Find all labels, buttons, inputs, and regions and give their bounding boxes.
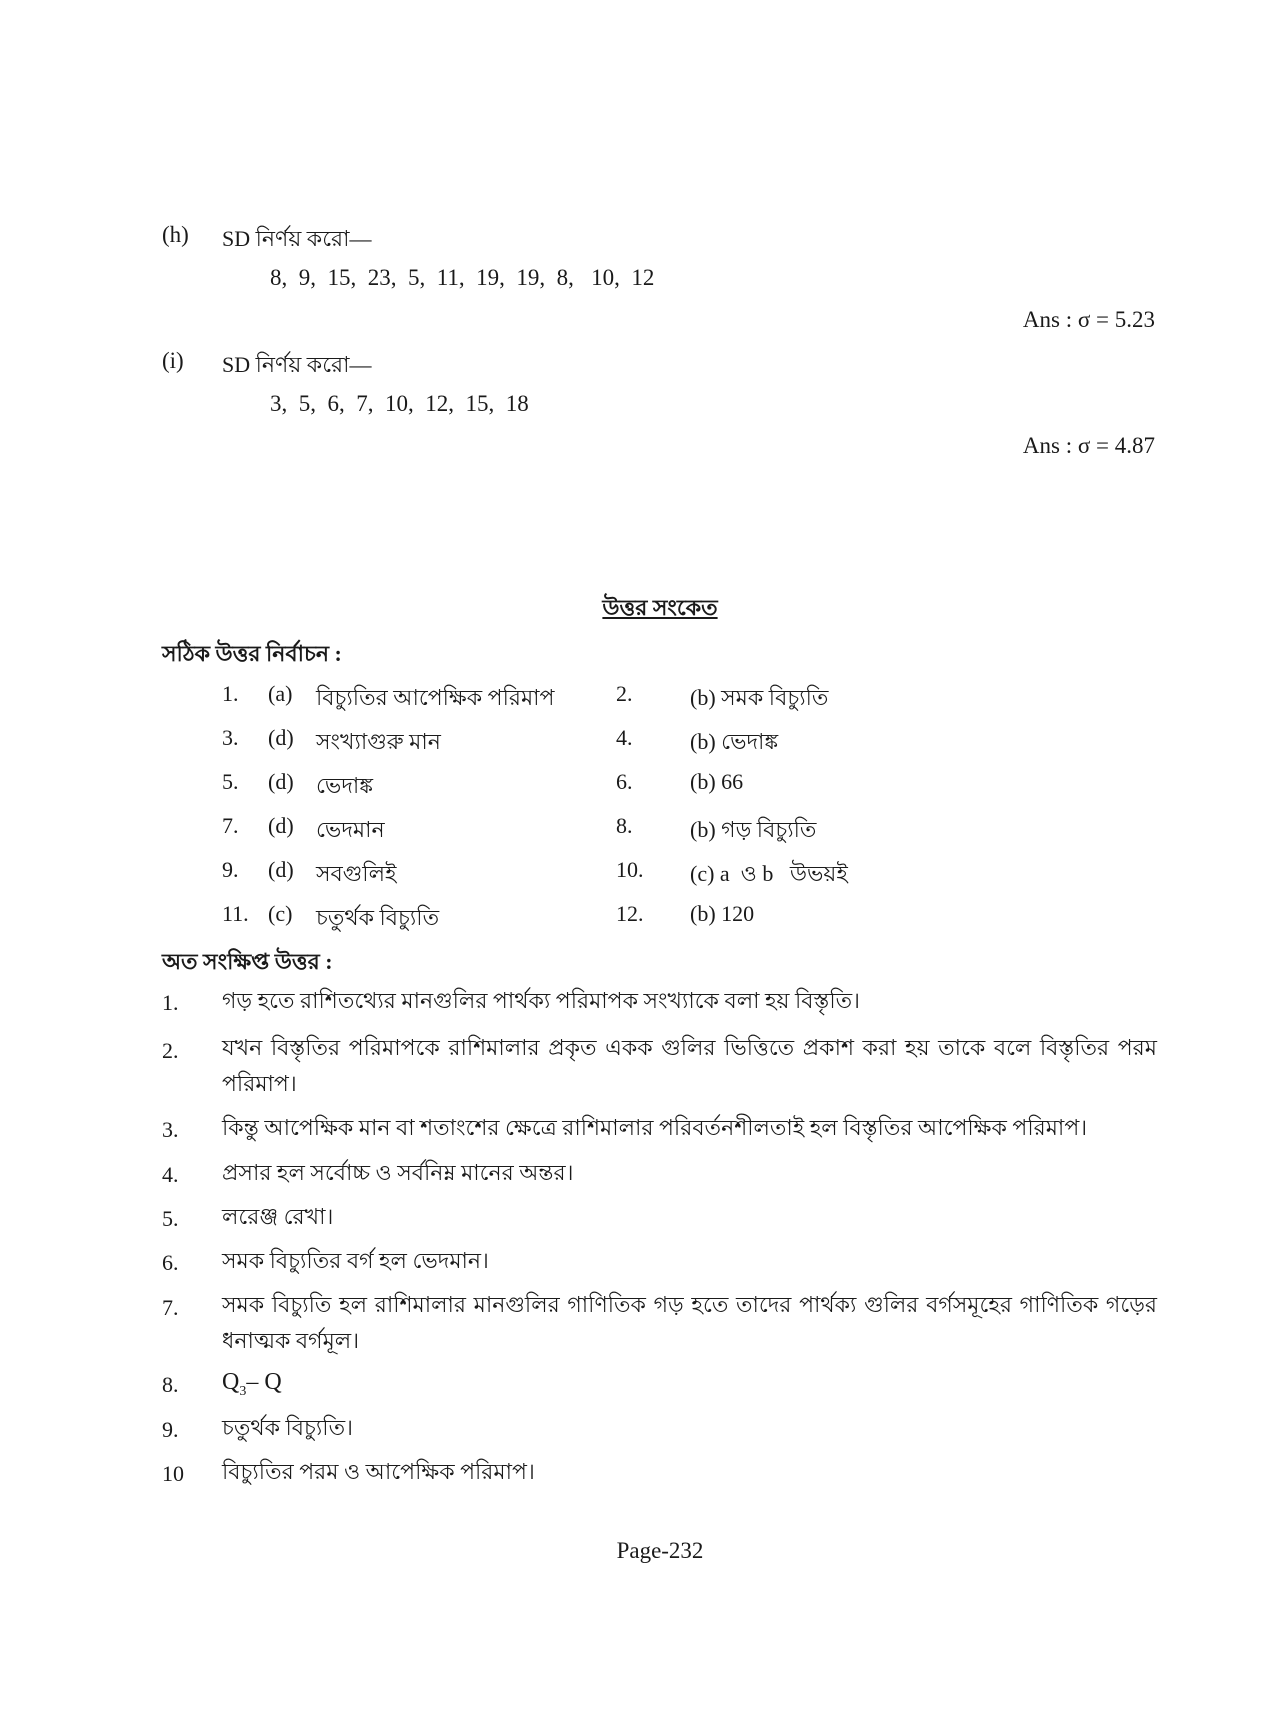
short-answer-num: 6. (162, 1250, 179, 1275)
mcq-num: 1. (222, 681, 239, 706)
section-title: উত্তর সংকেত (602, 595, 718, 620)
mcq-num: 5. (222, 769, 239, 794)
short-answer-num: 2. (162, 1038, 179, 1063)
short-answer-num: 1. (162, 990, 179, 1015)
short-answer-num: 9. (162, 1417, 179, 1442)
q-symbol: Q (222, 1369, 240, 1395)
problem-i-prompt: SD নির্ণয় করো— (222, 352, 372, 377)
mcq-answer: (b) গড় বিচ্যুতি (690, 817, 817, 842)
q-subscript: 3 (239, 1383, 247, 1399)
mcq-answer: (b) ভেদাঙ্ক (690, 729, 779, 754)
short-answer-text: বিচ্যুতির পরম ও আপেক্ষিক পরিমাপ। (222, 1459, 535, 1484)
short-answer-num: 8. (162, 1372, 179, 1397)
problem-h-prompt: SD নির্ণয় করো— (222, 226, 372, 251)
mcq-num: 2. (616, 681, 633, 706)
mcq-answer: ভেদাঙ্ক (316, 773, 374, 798)
mcq-answer: (b) 120 (690, 901, 755, 926)
mcq-num: 12. (616, 901, 644, 926)
short-answer-num: 4. (162, 1162, 179, 1187)
mcq-option: (a) (268, 681, 293, 706)
mcq-option: (d) (268, 813, 294, 838)
mcq-num: 10. (616, 857, 644, 882)
short-answer-text: কিন্তু আপেক্ষিক মান বা শতাংশের ক্ষেত্রে রাশিমালার পরিবর্তনশীলতাই হল বিস্তৃতির আপেক্ষিক পরিমাপ। (222, 1115, 1088, 1140)
problem-i-label: (i) (162, 348, 184, 373)
mcq-option: (d) (268, 857, 294, 882)
mcq-heading: সঠিক উত্তর নির্বাচন : (162, 641, 342, 666)
mcq-answer: সংখ্যাগুরু মান (316, 729, 441, 754)
short-answer-num: 5. (162, 1206, 179, 1231)
mcq-answer: সবগুলিই (316, 861, 397, 886)
mcq-answer: ভেদমান (316, 817, 385, 842)
page-number: Page-232 (616, 1538, 704, 1563)
short-answer-text: চতুর্থক বিচ্যুতি। (222, 1415, 353, 1440)
problem-h-answer: Ans : σ = 5.23 (1022, 307, 1155, 332)
short-answer-num: 10 (162, 1461, 184, 1486)
mcq-option: (d) (268, 725, 294, 750)
mcq-option: (d) (268, 769, 294, 794)
mcq-num: 8. (616, 813, 633, 838)
problem-h-label: (h) (162, 222, 189, 247)
mcq-num: 4. (616, 725, 633, 750)
mcq-answer: চতুর্থক বিচ্যুতি (316, 905, 440, 930)
mcq-num: 7. (222, 813, 239, 838)
short-answer-num: 3. (162, 1117, 179, 1142)
short-answer-heading: অত সংক্ষিপ্ত উত্তর : (162, 949, 333, 974)
mcq-answer: বিচ্যুতির আপেক্ষিক পরিমাপ (316, 685, 555, 710)
quartile-formula (222, 1369, 282, 1400)
short-answer-text: সমক বিচ্যুতি হল রাশিমালার মানগুলির গাণিতিক গড় হতে তাদের পার্থক্য গুলির বর্গসমূহের গাণিতিক গড়ের ধনাত্মক বর্গমূল। (222, 1292, 1157, 1353)
short-answer-text: যখন বিস্তৃতির পরিমাপকে রাশিমালার প্রকৃত একক গুলির ভিত্তিতে প্রকাশ করা হয় তাকে বলে বিস্তৃতির পরম পরিমাপ। (222, 1035, 1157, 1096)
short-answer-text: গড় হতে রাশিতথ্যের মানগুলির পার্থক্য পরিমাপক সংখ্যাকে বলা হয় বিস্তৃতি। (222, 988, 861, 1013)
mcq-answer: (b) 66 (690, 769, 744, 794)
mcq-num: 9. (222, 857, 239, 882)
mcq-answer: (b) সমক বিচ্যুতি (690, 685, 829, 710)
mcq-option: (c) (268, 901, 293, 926)
short-answer-text: প্রসার হল সর্বোচ্চ ও সর্বনিম্ন মানের অন্তর। (222, 1160, 574, 1185)
short-answer-text: লরেঞ্জ রেখা। (222, 1204, 334, 1229)
problem-h-values: 8, 9, 15, 23, 5, 11, 19, 19, 8, 10, 12 (270, 265, 655, 290)
mcq-num: 11. (222, 901, 249, 926)
q-rest: – Q (246, 1369, 282, 1395)
problem-i-answer: Ans : σ = 4.87 (1022, 433, 1155, 458)
mcq-num: 3. (222, 725, 239, 750)
problem-i-values: 3, 5, 6, 7, 10, 12, 15, 18 (270, 391, 529, 416)
short-answer-num: 7. (162, 1295, 179, 1320)
mcq-answer: (c) a ও b উভয়ই (690, 861, 848, 886)
mcq-num: 6. (616, 769, 633, 794)
short-answer-text: সমক বিচ্যুতির বর্গ হল ভেদমান। (222, 1248, 489, 1273)
